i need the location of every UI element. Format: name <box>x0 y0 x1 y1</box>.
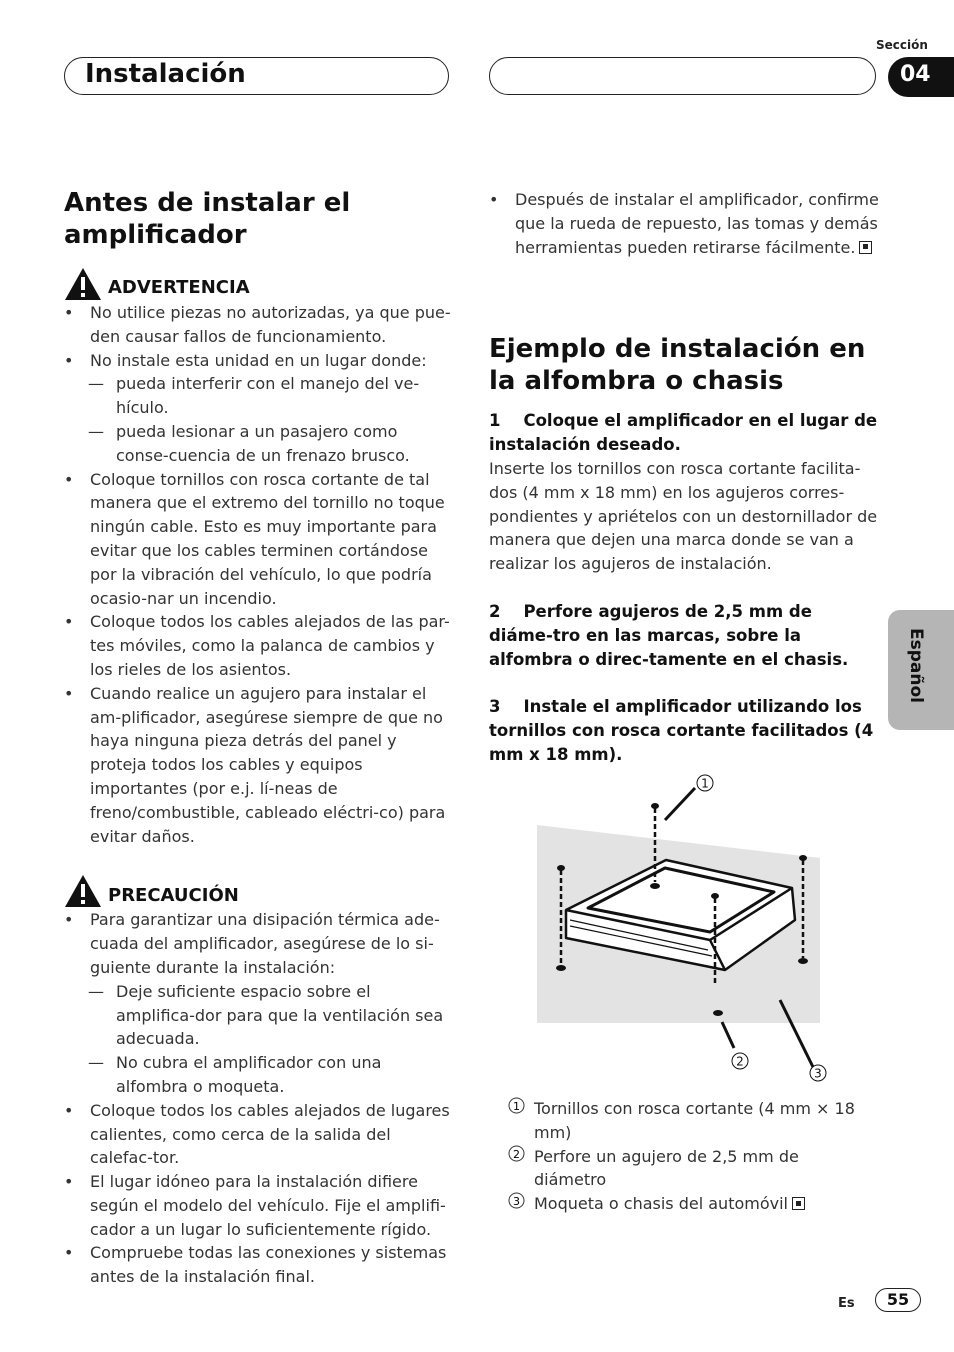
step-3-title: 3 Instale el amplificador utilizando los tornillos con rosca cortante facilitados (4 mm x 18 mm). <box>489 697 874 764</box>
legend-item <box>508 1145 868 1193</box>
callout-1: 1 <box>701 776 709 791</box>
legend-text: Tornillos con rosca cortante (4 mm × 18 mm) <box>534 1099 855 1142</box>
callout-2: 2 <box>736 1054 744 1069</box>
bullet-item: • Cuando realice un agujero para instalar el am-plificador, asegúrese siempre de que no haya ninguna pieza detrás del panel y proteja todos los cables y equipos importantes (por e.j. lí-neas de freno/combustible, cableado eléctri-co) para evitar daños. <box>64 682 454 849</box>
bullet-item: • Compruebe todas las conexiones y sistemas antes de la instalación final. <box>64 1241 454 1289</box>
legend-text: Perfore un agujero de 2,5 mm de diámetro <box>534 1146 799 1190</box>
warning-label: ADVERTENCIA <box>108 277 250 299</box>
warning-triangle-icon <box>64 267 102 301</box>
section-number-badge: 04 <box>888 57 954 97</box>
step-2-title: 2 Perfore agujeros de 2,5 mm de diáme-tro en las marcas, sobre la alfombra o direc-tamente en el chasis. <box>489 601 849 669</box>
legend-text: Moqueta o chasis del automóvil <box>534 1194 788 1214</box>
language-label: Español <box>906 628 926 703</box>
section-label: Sección <box>876 38 928 52</box>
circled-number-icon <box>508 1192 525 1209</box>
step-2 <box>489 600 881 671</box>
bullet-item: • El lugar idóneo para la instalación difiere según el modelo del vehículo. Fije el amplifi-cador a un lugar lo suficientemente rígido. <box>64 1170 454 1241</box>
bullet-item: • Coloque todos los cables alejados de las par-tes móviles, como la palanca de cambios y los rieles de los asientos. <box>64 610 454 681</box>
footer-language: Es <box>838 1296 855 1311</box>
empty-header-frame <box>489 57 876 95</box>
dash-item: — No cubra el amplificador con una alfombra o moqueta. <box>64 1051 454 1099</box>
right-heading: Ejemplo de instalación en la alfombra o chasis <box>489 334 866 397</box>
step-1 <box>489 409 881 576</box>
svg-text:2: 2 <box>513 1147 520 1161</box>
circled-number-icon <box>508 1145 525 1162</box>
caution-list <box>64 908 454 1289</box>
warning-triangle-icon <box>64 874 102 908</box>
caution-label: PRECAUCIÓN <box>108 884 239 906</box>
step-1-body: Inserte los tornillos con rosca cortante facilita-dos (4 mm x 18 mm) en los agujeros corres-pondientes y apriételos con un destornillador de manera que dejen una marca donde se van a realizar los agujeros de instalación. <box>489 458 878 574</box>
right-column <box>489 188 881 767</box>
legend-item <box>508 1097 868 1145</box>
chapter-title-frame <box>64 57 449 95</box>
warning-list <box>64 301 454 848</box>
left-heading: Antes de instalar el amplificador <box>64 188 351 250</box>
bullet-item: • Coloque todos los cables alejados de lugares calientes, como cerca de la salida del calefac-tor. <box>64 1099 454 1170</box>
dash-item: — pueda interferir con el manejo del ve-hículo. <box>64 372 454 420</box>
callout-3: 3 <box>814 1066 822 1081</box>
chapter-title: Instalación <box>85 59 246 89</box>
bullet-item: • No instale esta unidad en un lugar donde: <box>64 349 454 373</box>
caution-header <box>64 874 454 908</box>
dash-item: — pueda lesionar a un pasajero como conse-cuencia de un frenazo brusco. <box>64 420 454 468</box>
page-number: 55 <box>875 1288 921 1312</box>
bullet-item: • No utilice piezas no autorizadas, ya que pue-den causar fallos de funcionamiento. <box>64 301 454 349</box>
circled-number-icon <box>508 1097 525 1114</box>
installation-figure <box>530 770 840 1090</box>
svg-text:1: 1 <box>513 1100 520 1113</box>
legend-number <box>508 1145 525 1169</box>
left-column <box>64 187 454 1289</box>
language-tab <box>888 610 954 730</box>
bullet-item: • Para garantizar una disipación térmica ade-cuada del amplificador, asegúrese de lo si-guiente durante la instalación: <box>64 908 454 979</box>
warning-header <box>64 267 454 301</box>
figure-legend <box>508 1097 868 1216</box>
legend-number <box>508 1192 525 1216</box>
step-3 <box>489 695 881 766</box>
step-1-title: 1 Coloque el amplificador en el lugar de instalación deseado. <box>489 411 878 455</box>
legend-number <box>508 1097 525 1121</box>
end-mark-icon <box>792 1197 805 1210</box>
bullet-item: • Coloque tornillos con rosca cortante de tal manera que el extremo del tornillo no toque ningún cable. Esto es muy importante para evitar que los cables terminen cortándose por la vibración del vehículo, lo que podría ocasio-nar un incendio. <box>64 468 454 611</box>
legend-item <box>508 1192 868 1216</box>
dash-item: — Deje suficiente espacio sobre el amplifica-dor para que la ventilación sea adecuada. <box>64 980 454 1051</box>
top-bullet: • Después de instalar el amplificador, confirme que la rueda de repuesto, las tomas y demás herramientas pueden retirarse fácilmente. <box>489 188 881 259</box>
svg-text:3: 3 <box>513 1195 520 1209</box>
end-mark-icon <box>859 241 872 254</box>
